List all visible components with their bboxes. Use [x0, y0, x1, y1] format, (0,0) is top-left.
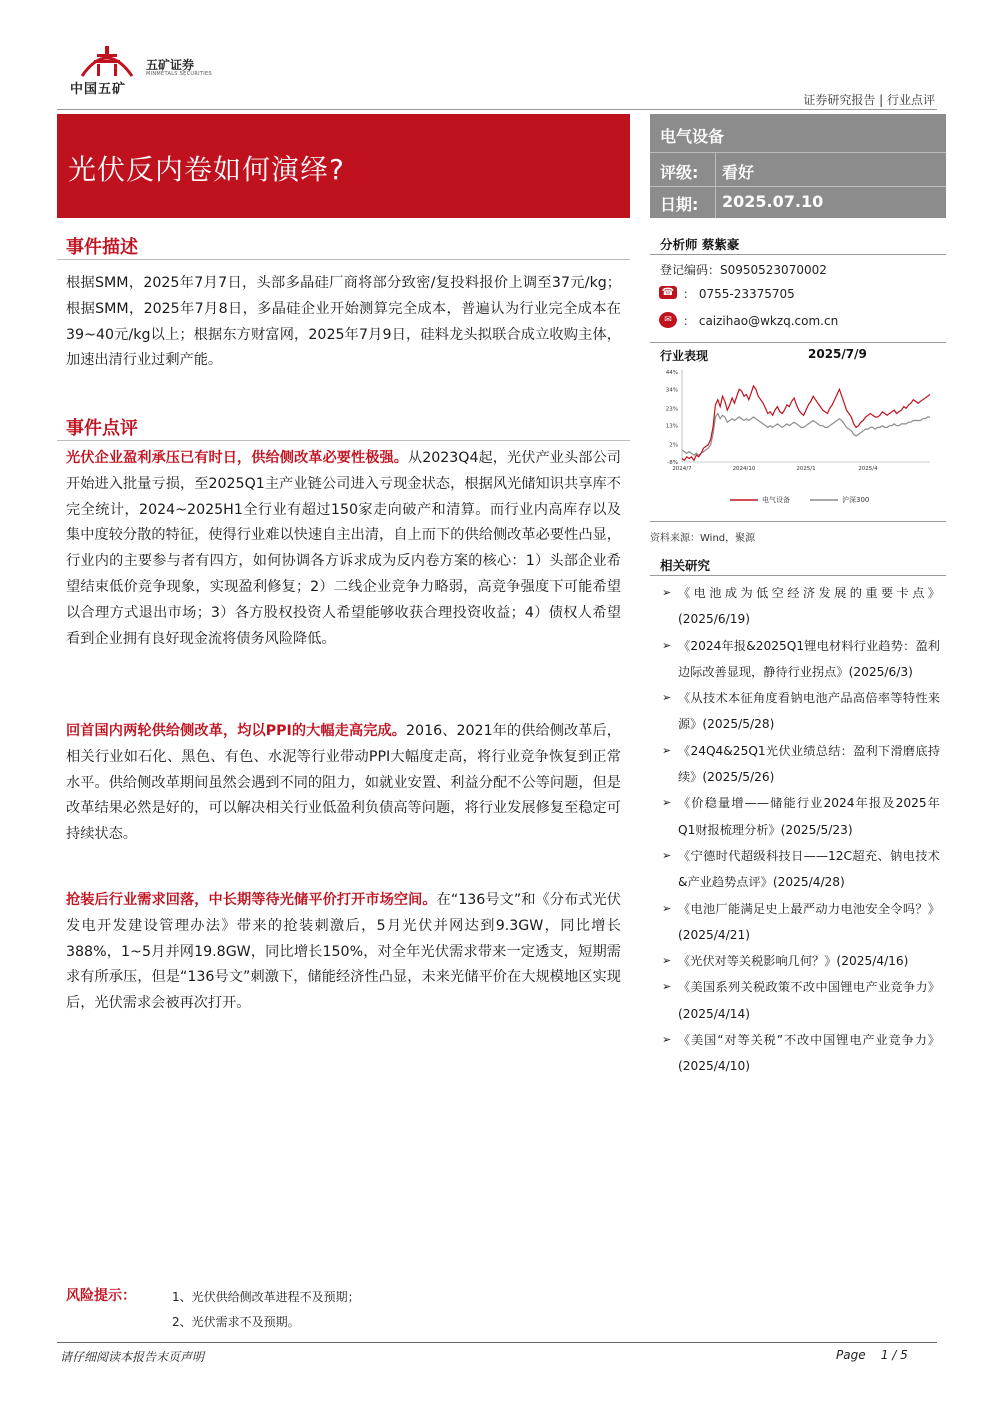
- date-label: 日期:: [660, 195, 699, 214]
- related-research-text: 《光伏对等关税影响几何？》(2025/4/16): [678, 954, 909, 969]
- related-research-item[interactable]: [662, 790, 940, 843]
- related-research-text: 《从技术本征角度看钠电池产品高倍率等特性来源》(2025/5/28): [678, 691, 940, 732]
- y-tick-label: 34%: [665, 387, 678, 394]
- bullet-arrow-icon: ➢: [662, 980, 672, 994]
- analyst-phone: [683, 285, 795, 302]
- x-tick-label: 2025/1: [796, 466, 816, 472]
- section-title-event-description: 事件描述: [66, 237, 138, 258]
- phone-icon: ☎: [659, 286, 677, 299]
- related-research-item[interactable]: [662, 1027, 940, 1080]
- related-research-title: 相关研究: [660, 558, 711, 573]
- bullet-arrow-icon: ➢: [662, 848, 672, 862]
- related-research-text: 《美国“对等关税”不改中国锂电产业竞争力》(2025/4/10): [678, 1033, 940, 1074]
- footer-divider: [57, 1342, 937, 1343]
- bullet-arrow-icon: ➢: [662, 1033, 672, 1047]
- date-value: 2025.07.10: [722, 192, 824, 211]
- section-divider: [57, 440, 630, 441]
- section-title-event-comment: 事件点评: [66, 418, 138, 439]
- paragraph-highlight: 抢装后行业需求回落，中长期等待光储平价打开市场空间。: [66, 892, 437, 908]
- sector-name: 电气设备: [660, 127, 725, 146]
- y-tick-label: -8%: [667, 460, 678, 466]
- series-line-csi300: [682, 414, 930, 456]
- bullet-arrow-icon: ➢: [662, 691, 672, 705]
- paragraph-highlight: 光伏企业盈利承压已有时日，供给侧改革必要性极强。: [66, 450, 408, 466]
- phone-separator: ：: [683, 287, 696, 301]
- email-separator: ：: [683, 314, 696, 328]
- x-tick-label: 2025/4: [858, 466, 878, 472]
- legend-label: 沪深300: [842, 496, 870, 504]
- rating-value: 看好: [722, 163, 755, 182]
- x-tick-label: 2024/10: [732, 466, 756, 472]
- comment-paragraph-2: [66, 719, 621, 848]
- email-address[interactable]: caizihao@wkzq.com.cn: [698, 314, 839, 328]
- chart-divider: [650, 342, 946, 343]
- related-research-text: 《24Q4&25Q1光伏业绩总结：盈利下滑磨底持续》(2025/5/26): [678, 743, 940, 785]
- bullet-arrow-icon: ➢: [662, 743, 672, 757]
- bullet-arrow-icon: ➢: [662, 638, 672, 652]
- related-research-list: [662, 580, 940, 1080]
- analyst-email[interactable]: [683, 312, 838, 329]
- comment-paragraph-3: [66, 888, 621, 1017]
- comment-paragraph-1: [66, 446, 621, 652]
- y-tick-label: 13%: [665, 423, 678, 430]
- related-research-item[interactable]: [662, 948, 940, 974]
- related-research-item[interactable]: [662, 896, 940, 949]
- related-divider: [650, 575, 946, 576]
- related-research-item[interactable]: [662, 843, 940, 896]
- footer-disclaimer: 请仔细阅读本报告末页声明: [60, 1350, 205, 1364]
- bullet-arrow-icon: ➢: [662, 901, 672, 915]
- related-research-text: 《电池厂能满足史上最严动力电池安全令吗？》(2025/4/21): [678, 901, 940, 942]
- rating-label: 评级:: [660, 163, 699, 182]
- header-divider: [57, 109, 937, 110]
- y-tick-label: 23%: [665, 406, 678, 413]
- phone-number: 0755-23375705: [698, 287, 795, 301]
- paragraph-body: 2016、2021年的供给侧改革后，相关行业如石化、黑色、有色、水泥等行业带动PPI大幅度走高，将行业竞争恢复到正常水平。供给侧改革期间虽然会遇到不同的阻力，如就业安置、利益分配不公等问题，但是改革结果必然是好的，可以解决相关行业低盈利负债高等问题，将行业发展修复至稳定可持续状态。: [66, 723, 621, 843]
- risk-label: 风险提示：: [66, 1288, 136, 1304]
- related-research-text: 《宁德时代超级科技日——12C超充、钠电技术&产业趋势点评》(2025/4/28): [678, 848, 940, 890]
- related-research-item[interactable]: [662, 633, 940, 686]
- info-divider: [650, 152, 946, 153]
- email-icon: ✉: [659, 312, 677, 328]
- paragraph-body: 在“136号文”和《分布式光伏发电开发建设管理办法》带来的抢装刺激后，5月光伏并网达到9.3GW，同比增长388%，1~5月并网19.8GW，同比增长150%，对全年光伏需求带来一定透支，短期需求有所承压，但是“136号文”刺激下，储能经济性凸显，未来光储平价在大规模地区实现后，光伏需求会被再次打开。: [66, 892, 621, 1012]
- bullet-arrow-icon: ➢: [662, 586, 672, 599]
- analyst-name: 分析师 蔡紫豪: [660, 237, 740, 252]
- related-research-text: 《电池成为低空经济发展的重要卡点》(2025/6/19): [678, 586, 940, 627]
- x-tick-label: 2024/7: [672, 466, 692, 472]
- analyst-divider: [650, 254, 946, 255]
- related-research-text: 《价稳量增——储能行业2024年报及2025年Q1财报梳理分析》(2025/5/23): [678, 796, 940, 837]
- related-research-item[interactable]: [662, 685, 940, 738]
- series-line-electrical-equipment: [682, 386, 930, 461]
- page-number: Page 1 / 5: [836, 1348, 908, 1362]
- related-research-item[interactable]: [662, 974, 940, 1027]
- paragraph-body: 从2023Q4起，光伏产业头部公司开始进入批量亏损，至2025Q1主产业链公司进入亏现金状态，根据风光储知识共享库不完全统计，2024~2025H1全行业有超过150家走向破产和清算。而行业内高库存以及集中度较分散的特征，使得行业难以快速自主出清，自上而下的供给侧改革必要性凸显，行业内的主要参与者有四方，如何协调各方诉求成为反内卷方案的核心：1）头部企业希望结束低价竞争现象，实现盈利修复；2）二线企业竞争力略弱，高竞争强度下可能希望以合理方式退出市场；3）各方股权投资人希望能够收获合理投资收益；4）债权人希望看到企业拥有良好现金流将债务风险降低。: [66, 450, 621, 647]
- brand-name: 中国五矿: [70, 82, 127, 97]
- securities-name-en: MINMETALS SECURITIES: [146, 71, 212, 77]
- chart-title: 行业表现: [660, 349, 709, 363]
- industry-performance-chart: [650, 362, 946, 520]
- risk-item: 1、光伏供给侧改革进程不及预期；: [172, 1290, 360, 1304]
- info-divider: [650, 186, 946, 187]
- data-source: 资料来源：Wind，聚源: [650, 533, 756, 544]
- related-research-item[interactable]: [662, 738, 940, 791]
- securities-name: 五矿证券: [146, 58, 195, 72]
- chart-date: 2025/7/9: [808, 347, 867, 361]
- y-tick-label: 44%: [665, 370, 678, 376]
- info-col-divider: [715, 152, 716, 218]
- y-tick-label: 2%: [669, 442, 678, 449]
- report-type: 证券研究报告 | 行业点评: [803, 93, 935, 107]
- report-title: 光伏反内卷如何演绎?: [68, 153, 345, 186]
- related-research-item[interactable]: [662, 580, 940, 633]
- chart-divider: [650, 521, 946, 522]
- paragraph-highlight: 回首国内两轮供给侧改革，均以PPI的大幅走高完成。: [66, 723, 407, 739]
- event-description-text: 根据SMM，2025年7月7日，头部多晶硅厂商将部分致密/复投料报价上调至37元/kg；根据SMM，2025年7月8日，多晶硅企业开始测算完全成本，普遍认为行业完全成本在39~40元/kg以上；根据东方财富网，2025年7月9日，硅料龙头拟联合成立收购主体，加速出清行业过剩产能。: [66, 275, 621, 369]
- section-divider: [57, 259, 630, 260]
- related-research-text: 《2024年报&2025Q1锂电材料行业趋势：盈利边际改善显现，静待行业拐点》(2025/6/3): [678, 638, 940, 679]
- bullet-arrow-icon: ➢: [662, 796, 672, 810]
- risk-item: 2、光伏需求不及预期。: [172, 1315, 300, 1329]
- related-research-text: 《美国系列关税政策不改中国锂电产业竞争力》(2025/4/14): [678, 980, 940, 1021]
- legend-label: 电气设备: [762, 496, 790, 504]
- analyst-registration: 登记编码：S0950523070002: [660, 263, 827, 277]
- bullet-arrow-icon: ➢: [662, 954, 672, 968]
